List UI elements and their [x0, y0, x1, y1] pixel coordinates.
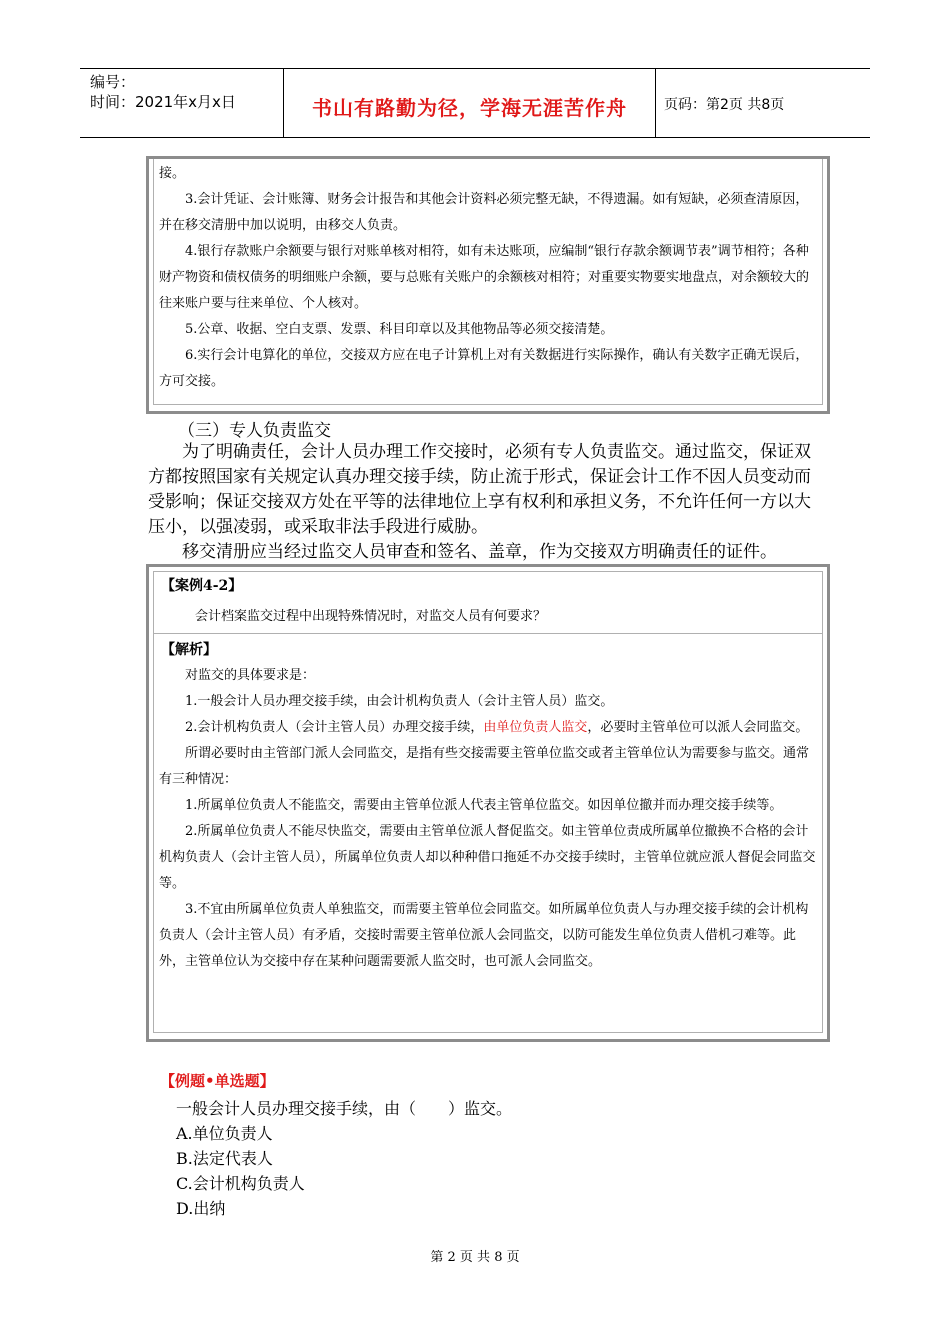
requirement-item-4: 4.银行存款账户余额要与银行对账单核对相符，如有未达账项，应编制“银行存款余额调节表”调节相符；各种财产物资和债权债务的明细账户余额，要与总账有关账户的余额核对相符；对重要实物要实地盘点，对余额较大的往来账户要与往来单位、个人核对。 [159, 244, 810, 311]
header-page-info: 页码：第2页 共8页 [664, 97, 785, 113]
header-meta-cell [80, 69, 284, 137]
page-footer: 第 2 页 共 8 页 [430, 1250, 520, 1265]
analysis-case-3: 3.不宜由所属单位负责人单独监交，而需要主管单位会同监交。如所属单位负责人与办理交接手续的会计机构负责人（会计主管人员）有矛盾，交接时需要主管单位派人会同监交，以防可能发生单位负责人借机刁难等。此外，主管单位认为交接中存在某种问题需要派人监交时，也可派人会同监交。 [159, 902, 809, 969]
requirement-continuation: 接。 [159, 166, 186, 181]
handover-requirements-box [146, 156, 830, 414]
document-number-label: 编号： [90, 73, 136, 91]
case-question: 会计档案监交过程中出现特殊情况时，对监交人员有何要求？ [195, 609, 547, 624]
analysis-case-1: 1.所属单位负责人不能监交，需要由主管单位派人代表主管单位监交。如因单位撤并而办理交接手续等。 [185, 798, 783, 813]
analysis-item-2 [159, 715, 819, 741]
analysis-content [159, 663, 819, 975]
header-motto: 书山有路勤为径，学海无涯苦作舟 [312, 96, 627, 120]
section-paragraph-1: 为了明确责任，会计人员办理工作交接时，必须有专人负责监交。通过监交，保证双方都按照国家有关规定认真办理交接手续，防止流于形式，保证会计工作不因人员变动而受影响；保证交接双方处在平等的法律地位上享有权利和承担义务，不允许任何一方以大压小，以强凌弱，或采取非法手段进行威胁。 [148, 442, 811, 537]
requirement-item-5: 5.公章、收据、空白支票、发票、科目印章以及其他物品等必须交接清楚。 [185, 322, 614, 337]
requirement-item-6: 6.实行会计电算化的单位，交接双方应在电子计算机上对有关数据进行实际操作，确认有关数字正确无误后，方可交接。 [159, 348, 809, 389]
section-heading: （三）专人负责监交 [178, 421, 331, 441]
document-date-label: 时间：2021年x月x日 [90, 93, 236, 111]
analysis-explanation: 所谓必要时由主管部门派人会同监交，是指有些交接需要主管单位监交或者主管单位认为需要参与监交。通常有三种情况： [159, 746, 810, 787]
page-header [80, 68, 870, 138]
header-page-cell [656, 69, 870, 137]
handover-requirements-content [159, 161, 819, 395]
option-b: B.法定代表人 [176, 1149, 273, 1168]
analysis-intro: 对监交的具体要求是： [185, 668, 316, 683]
case-study-box [146, 564, 830, 1042]
analysis-title: 【解析】 [161, 642, 217, 658]
analysis-case-2: 2.所属单位负责人不能尽快监交，需要由主管单位派人督促监交。如主管单位责成所属单位撤换不合格的会计机构负责人（会计主管人员），所属单位负责人却以种种借口拖延不办交接手续时，主管单位就应派人督促会同监交等。 [159, 824, 816, 891]
option-a: A.单位负责人 [176, 1124, 273, 1143]
case-divider [153, 633, 823, 634]
requirement-item-3: 3.会计凭证、会计账簿、财务会计报告和其他会计资料必须完整无缺，不得遗漏。如有短缺，必须查清原因，并在移交清册中加以说明，由移交人负责。 [159, 192, 809, 233]
header-motto-cell [284, 69, 656, 137]
option-c: C.会计机构负责人 [176, 1174, 305, 1193]
section-paragraph-2: 移交清册应当经过监交人员审查和签名、盖章，作为交接双方明确责任的证件。 [182, 542, 777, 562]
analysis-item-2-highlight: 由单位负责人监交 [483, 720, 588, 735]
example-question: 一般会计人员办理交接手续，由（ ）监交。 [176, 1099, 513, 1118]
analysis-item-1: 1.一般会计人员办理交接手续，由会计机构负责人（会计主管人员）监交。 [185, 694, 614, 709]
analysis-item-2-start: 2.会计机构负责人（会计主管人员）办理交接手续， [185, 720, 484, 735]
analysis-item-2-end: ，必要时主管单位可以派人会同监交。 [587, 720, 809, 735]
example-title: 【例题•单选题】 [160, 1072, 275, 1090]
case-title: 【案例4-2】 [161, 578, 243, 594]
option-d: D.出纳 [176, 1199, 226, 1218]
